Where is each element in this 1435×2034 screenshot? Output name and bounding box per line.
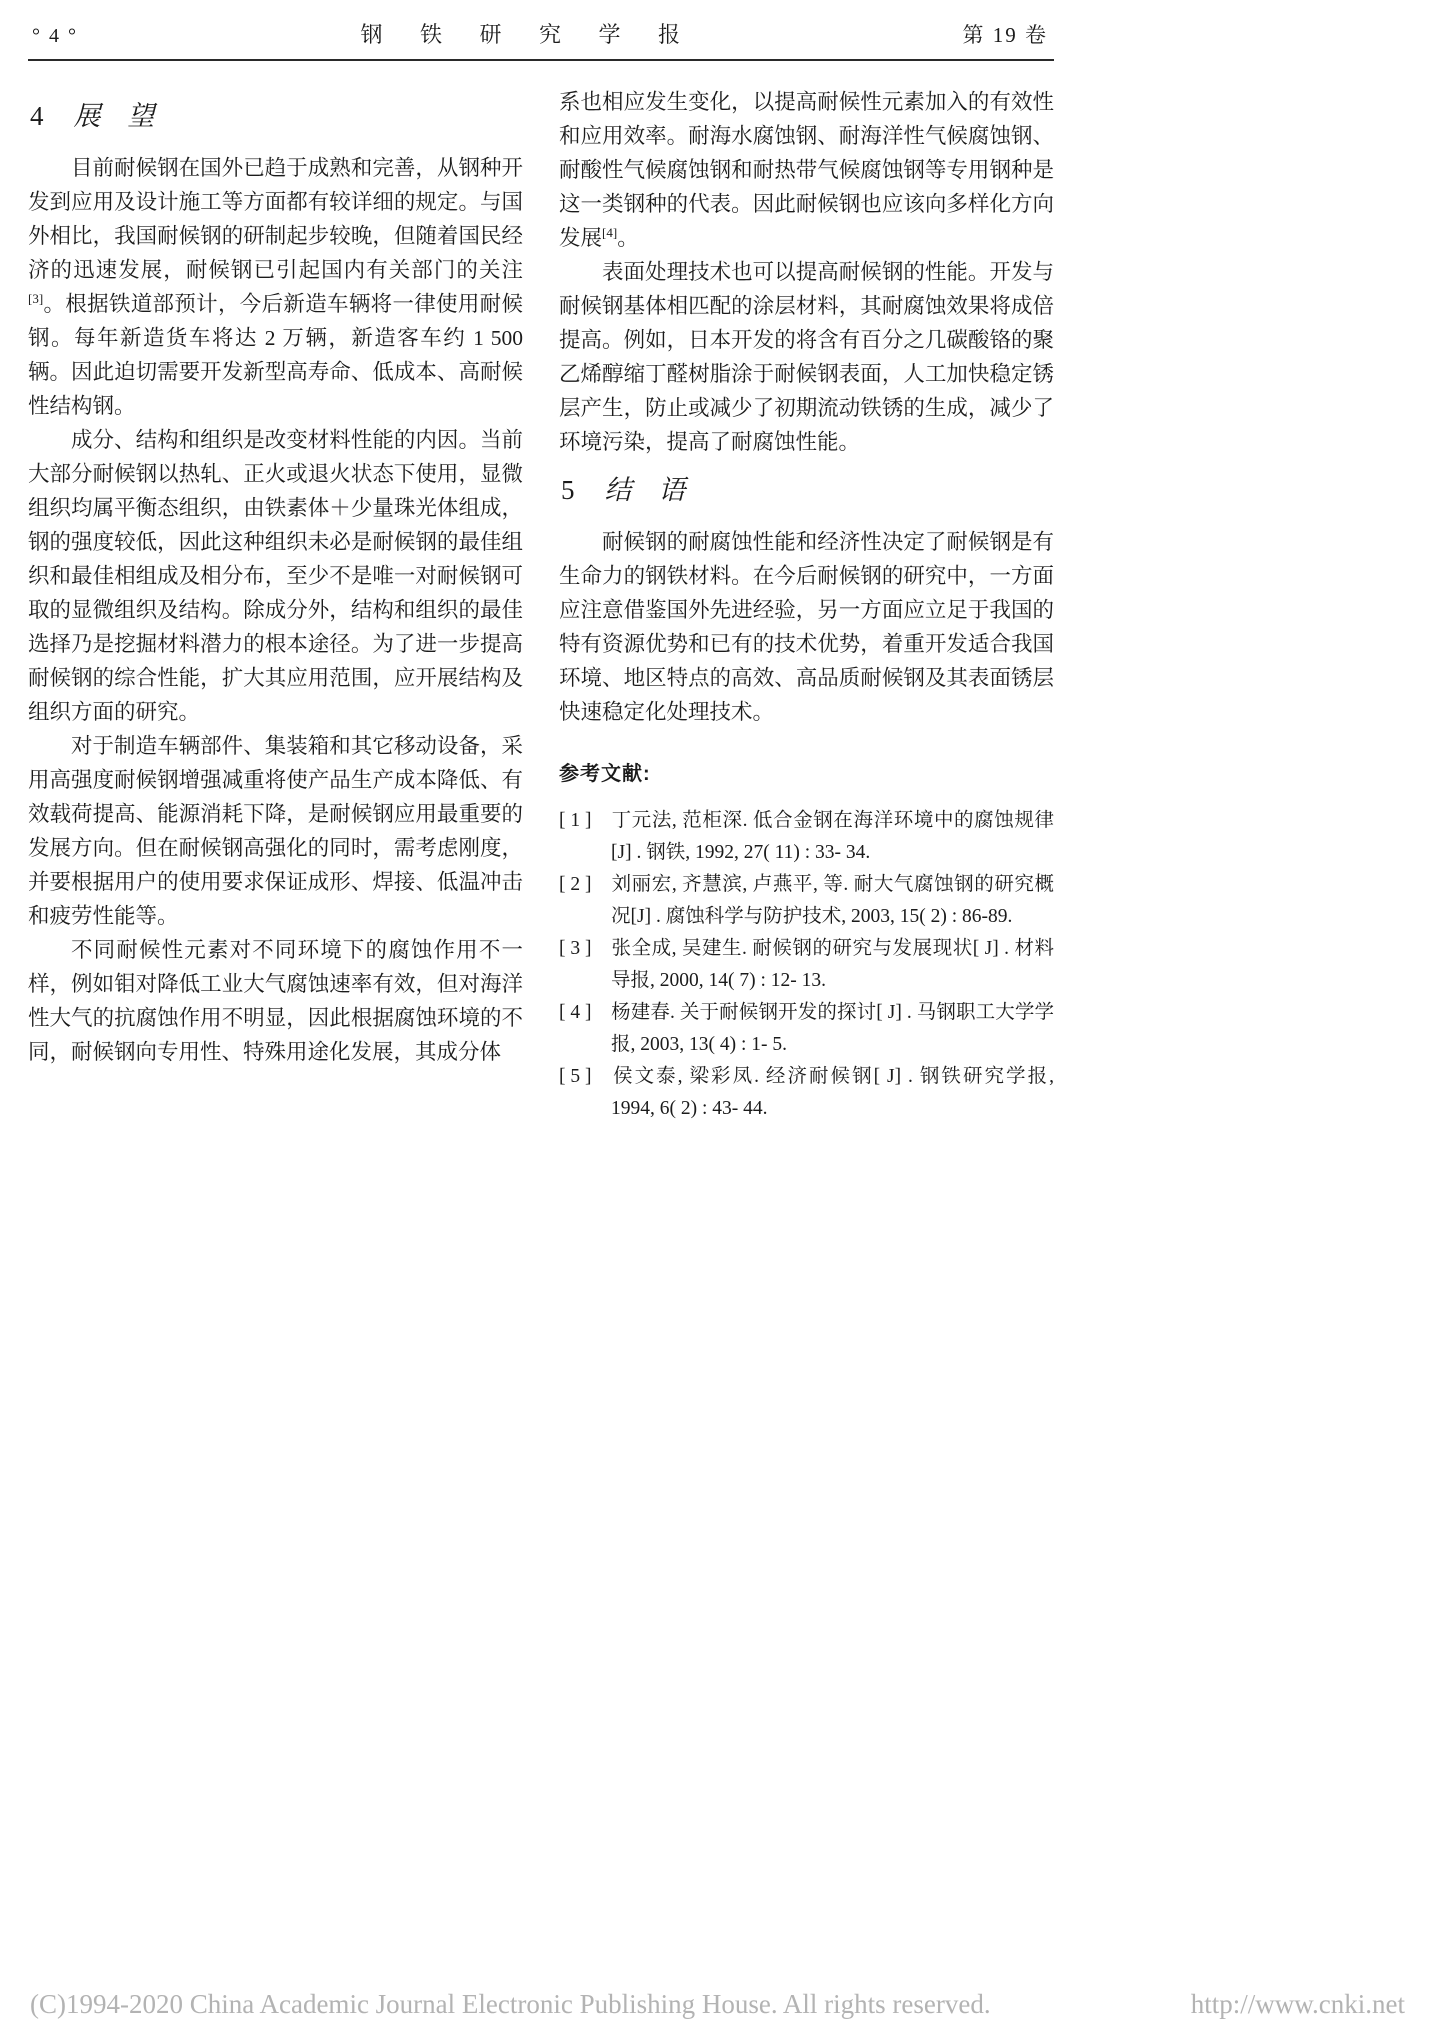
text-segment: 。根据铁道部预计，今后新造车辆将一律使用耐候钢。每年新造货车将达 2 万辆，新造客车约 1 500 辆。因此迫切需要开发新型高寿命、低成本、高耐候性结构钢。 bbox=[28, 292, 523, 418]
reference-label: [ 1 ] bbox=[559, 810, 592, 831]
article-columns bbox=[28, 85, 1054, 1125]
paragraph: 对于制造车辆部件、集装箱和其它移动设备，采用高强度耐候钢增强减重将使产品生产成本降低、有效载荷提高、能源消耗下降，是耐候钢应用最重要的发展方向。但在耐候钢高强化的同时，需考虑刚度，并要根据用户的使用要求保证成形、焊接、低温冲击和疲劳性能等。 bbox=[28, 734, 523, 928]
text-segment: 。 bbox=[617, 226, 639, 250]
page-header bbox=[28, 18, 1054, 49]
section-heading-5 bbox=[561, 473, 1054, 507]
right-column bbox=[559, 85, 1054, 1125]
cnki-url: http://www.cnki.net bbox=[1190, 1989, 1405, 2019]
paragraph: 耐候钢的耐腐蚀性能和经济性决定了耐候钢是有生命力的钢铁材料。在今后耐候钢的研究中，一方面应注意借鉴国外先进经验，另一方面应立足于我国的特有资源优势和已有的技术优势，着重开发适合我国环境、地区特点的高效、高品质耐候钢及其表面锈层快速稳定化处理技术。 bbox=[559, 530, 1054, 724]
reference-item bbox=[559, 997, 1054, 1061]
reference-item bbox=[559, 805, 1054, 869]
reference-text: 丁元法, 范柜深. 低合金钢在海洋环境中的腐蚀规律[J] . 钢铁, 1992, 27( 11) : 33- 34. bbox=[611, 810, 1054, 863]
reference-label: [ 2 ] bbox=[559, 874, 592, 895]
header-rule bbox=[28, 59, 1054, 61]
section-heading-4 bbox=[30, 99, 523, 133]
reference-text: 侯文泰, 梁彩凤. 经济耐候钢[ J] . 钢铁研究学报, 1994, 6( 2) : 43- 44. bbox=[611, 1066, 1054, 1119]
reference-label: [ 4 ] bbox=[559, 1002, 592, 1023]
reference-text: 刘丽宏, 齐慧滨, 卢燕平, 等. 耐大气腐蚀钢的研究概况[J] . 腐蚀科学与防护技术, 2003, 15( 2) : 86-89. bbox=[611, 874, 1054, 927]
page-number-marker: ° 4 ° bbox=[32, 25, 78, 47]
reference-text: 张全成, 吴建生. 耐候钢的研究与发展现状[ J] . 材料导报, 2000, 14( 7) : 12- 13. bbox=[611, 938, 1054, 991]
section-title: 结 语 bbox=[604, 475, 696, 505]
journal-title: 钢 铁 研 究 学 报 bbox=[360, 22, 696, 47]
paragraph: 成分、结构和组织是改变材料性能的内因。当前大部分耐候钢以热轧、正火或退火状态下使用，显微组织均属平衡态组织，由铁素体＋少量珠光体组成，钢的强度较低，因此这种组织未必是耐候钢的最佳组织和最佳相组成及相分布，至少不是唯一对耐候钢可取的显微组织及结构。除成分外，结构和组织的最佳选择乃是挖掘材料潜力的根本途径。为了进一步提高耐候钢的综合性能，扩大其应用范围，应开展结构及组织方面的研究。 bbox=[28, 428, 523, 724]
reference-item bbox=[559, 1061, 1054, 1125]
section-number: 4 bbox=[30, 101, 44, 131]
text-segment: 系也相应发生变化，以提高耐候性元素加入的有效性和应用效率。耐海水腐蚀钢、耐海洋性气候腐蚀钢、耐酸性气候腐蚀钢和耐热带气候腐蚀钢等专用钢种是这一类钢种的代表。因此耐候钢也应该向多样化方向发展 bbox=[559, 90, 1054, 250]
reference-text: 杨建春. 关于耐候钢开发的探讨[ J] . 马钢职工大学学报, 2003, 13( 4) : 1- 5. bbox=[611, 1002, 1054, 1055]
paragraph bbox=[28, 151, 523, 423]
paragraph bbox=[559, 85, 1054, 255]
references-heading: 参考文献: bbox=[559, 763, 651, 785]
reference-item bbox=[559, 933, 1054, 997]
references-list bbox=[559, 805, 1054, 1125]
page-content bbox=[28, 18, 1054, 1125]
citation-superscript: [3] bbox=[28, 290, 44, 306]
citation-superscript: [4] bbox=[602, 224, 618, 240]
section-title: 展 望 bbox=[73, 101, 165, 131]
volume-label: 第 19 卷 bbox=[962, 23, 1048, 47]
section-number: 5 bbox=[561, 475, 575, 505]
text-segment: 目前耐候钢在国外已趋于成熟和完善，从钢种开发到应用及设计施工等方面都有较详细的规定。与国外相比，我国耐候钢的研制起步较晚，但随着国民经济的迅速发展，耐候钢已引起国内有关部门的关注 bbox=[28, 156, 523, 282]
reference-label: [ 3 ] bbox=[559, 938, 592, 959]
left-column bbox=[28, 85, 523, 1125]
reference-label: [ 5 ] bbox=[559, 1066, 592, 1087]
paragraph: 表面处理技术也可以提高耐候钢的性能。开发与耐候钢基体相匹配的涂层材料，其耐腐蚀效果将成倍提高。例如，日本开发的将含有百分之几碳酸铬的聚乙烯醇缩丁醛树脂涂于耐候钢表面，人工加快稳定锈层产生，防止或减少了初期流动铁锈的生成，减少了环境污染，提高了耐腐蚀性能。 bbox=[559, 260, 1054, 454]
page-footer bbox=[30, 1989, 1405, 2020]
copyright-watermark: (C)1994-2020 China Academic Journal Electronic Publishing House. All rights reserved. bbox=[30, 1989, 991, 2019]
paragraph: 不同耐候性元素对不同环境下的腐蚀作用不一样，例如钼对降低工业大气腐蚀速率有效，但对海洋性大气的抗腐蚀作用不明显，因此根据腐蚀环境的不同，耐候钢向专用性、特殊用途化发展，其成分体 bbox=[28, 938, 523, 1064]
reference-item bbox=[559, 869, 1054, 933]
